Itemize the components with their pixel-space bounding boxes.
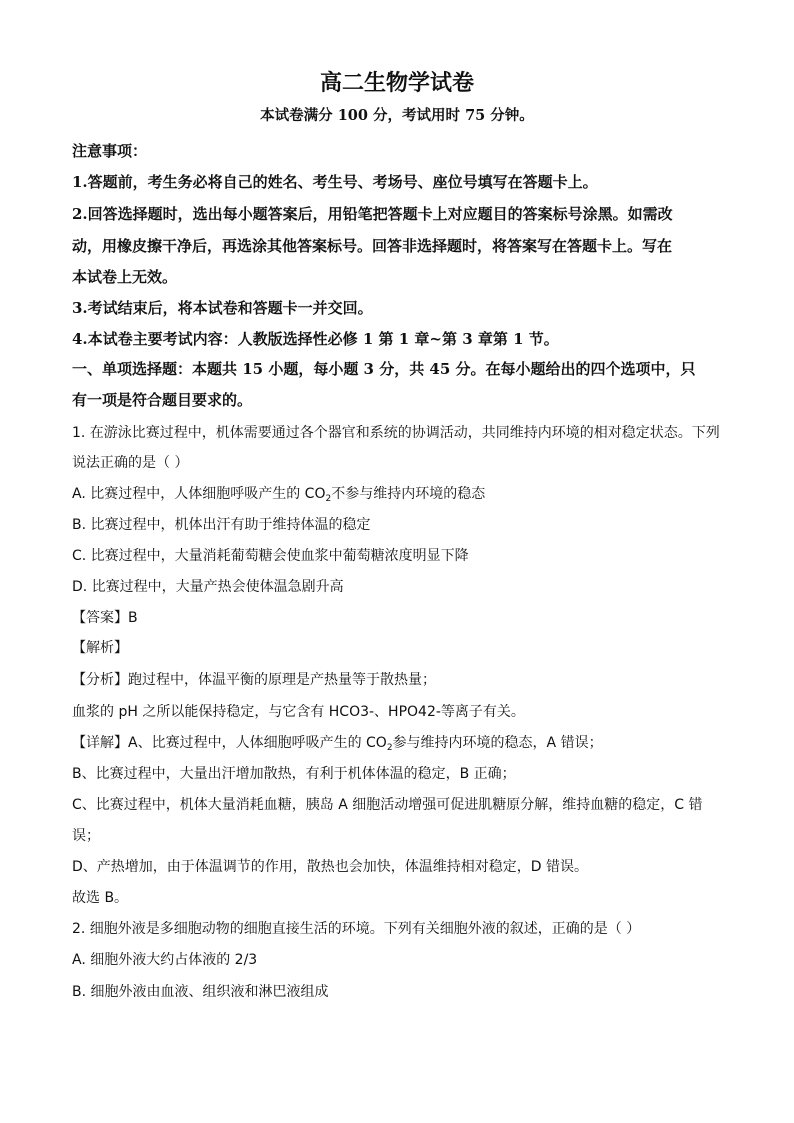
detail-b: B、比赛过程中，大量出汗增加散热，有利于机体体温的稳定，B 正确； — [72, 766, 516, 782]
question-2-option-b: B. 细胞外液由血液、组织液和淋巴液组成 — [72, 984, 329, 1000]
analysis-line-1: 【分析】跑过程中，体温平衡的原理是产热量等于散热量； — [72, 672, 436, 688]
question-1-stem-line-2: 说法正确的是（ ） — [72, 455, 189, 471]
question-1-option-d: D. 比赛过程中，大量产热会使体温急剧升高 — [72, 579, 344, 595]
detail-d: D、产热增加，由于体温调节的作用，散热也会加快，体温维持相对稳定，D 错误。 — [72, 859, 589, 875]
option-a-text-end: 不参与维持内环境的稳态 — [331, 486, 486, 502]
detail-c-line-1: C、比赛过程中，机体大量消耗血糖，胰岛 A 细胞活动增强可促进肌糖原分解，维持血糖的稳定，C 错 — [72, 797, 703, 813]
notice-item-2-line-3: 本试卷上无效。 — [72, 268, 178, 286]
notice-item-2-line-1: 2.回答选择题时，选出每小题答案后，用铅笔把答题卡上对应题目的答案标号涂黑。如需改 — [72, 205, 673, 223]
notice-item-4: 4.本试卷主要考试内容：人教版选择性必修 1 第 1 章~第 3 章第 1 节。 — [72, 330, 559, 348]
question-1-option-a — [72, 486, 722, 504]
notice-item-3: 3.考试结束后，将本试卷和答题卡一并交回。 — [72, 299, 373, 317]
exam-info: 本试卷满分 100 分，考试用时 75 分钟。 — [260, 107, 534, 124]
question-1-stem-line-1: 1. 在游泳比赛过程中，机体需要通过各个器官和系统的协调活动，共同维持内环境的相对稳定状态。下列 — [72, 425, 720, 441]
answer-label: 【答案】B — [72, 610, 138, 626]
section-heading-line-1: 一、单项选择题：本题共 15 小题，每小题 3 分，共 45 分。在每小题给出的四个选项中，只 — [72, 360, 696, 378]
question-2-stem: 2. 细胞外液是多细胞动物的细胞直接生活的环境。下列有关细胞外液的叙述，正确的是（ ） — [72, 921, 641, 937]
notice-heading: 注意事项： — [72, 142, 148, 160]
analysis-tag: 【解析】 — [72, 640, 128, 656]
detail-a-text: 【详解】A、比赛过程中，人体细胞呼吸产生的 CO — [72, 735, 387, 751]
notice-item-2-line-2: 动，用橡皮擦干净后，再选涂其他答案标号。回答非选择题时，将答案写在答题卡上。写在 — [72, 237, 673, 255]
analysis-line-2: 血浆的 pH 之所以能保持稳定，与它含有 HCO3-、HPO42-等离子有关。 — [72, 704, 525, 720]
detail-c-line-2: 误； — [72, 828, 100, 844]
detail-a-text-end: 参与维持内环境的稳态，A 错误； — [392, 735, 603, 751]
question-2-option-a: A. 细胞外液大约占体液的 2/3 — [72, 952, 258, 968]
page-title: 高二生物学试卷 — [319, 70, 474, 96]
question-1-option-c: C. 比赛过程中，大量消耗葡萄糖会使血浆中葡萄糖浓度明显下降 — [72, 548, 469, 564]
detail-a — [72, 735, 722, 753]
conclusion: 故选 B。 — [72, 890, 129, 906]
question-1-option-b: B. 比赛过程中，机体出汗有助于维持体温的稳定 — [72, 517, 371, 533]
notice-item-1: 1.答题前，考生务必将自己的姓名、考生号、考场号、座位号填写在答题卡上。 — [72, 173, 598, 191]
section-heading-line-2: 有一项是符合题目要求的。 — [72, 391, 253, 409]
co2-subscript: 2 — [386, 743, 393, 753]
co2-subscript: 2 — [325, 494, 332, 504]
option-a-text: A. 比赛过程中，人体细胞呼吸产生的 CO — [72, 486, 326, 502]
